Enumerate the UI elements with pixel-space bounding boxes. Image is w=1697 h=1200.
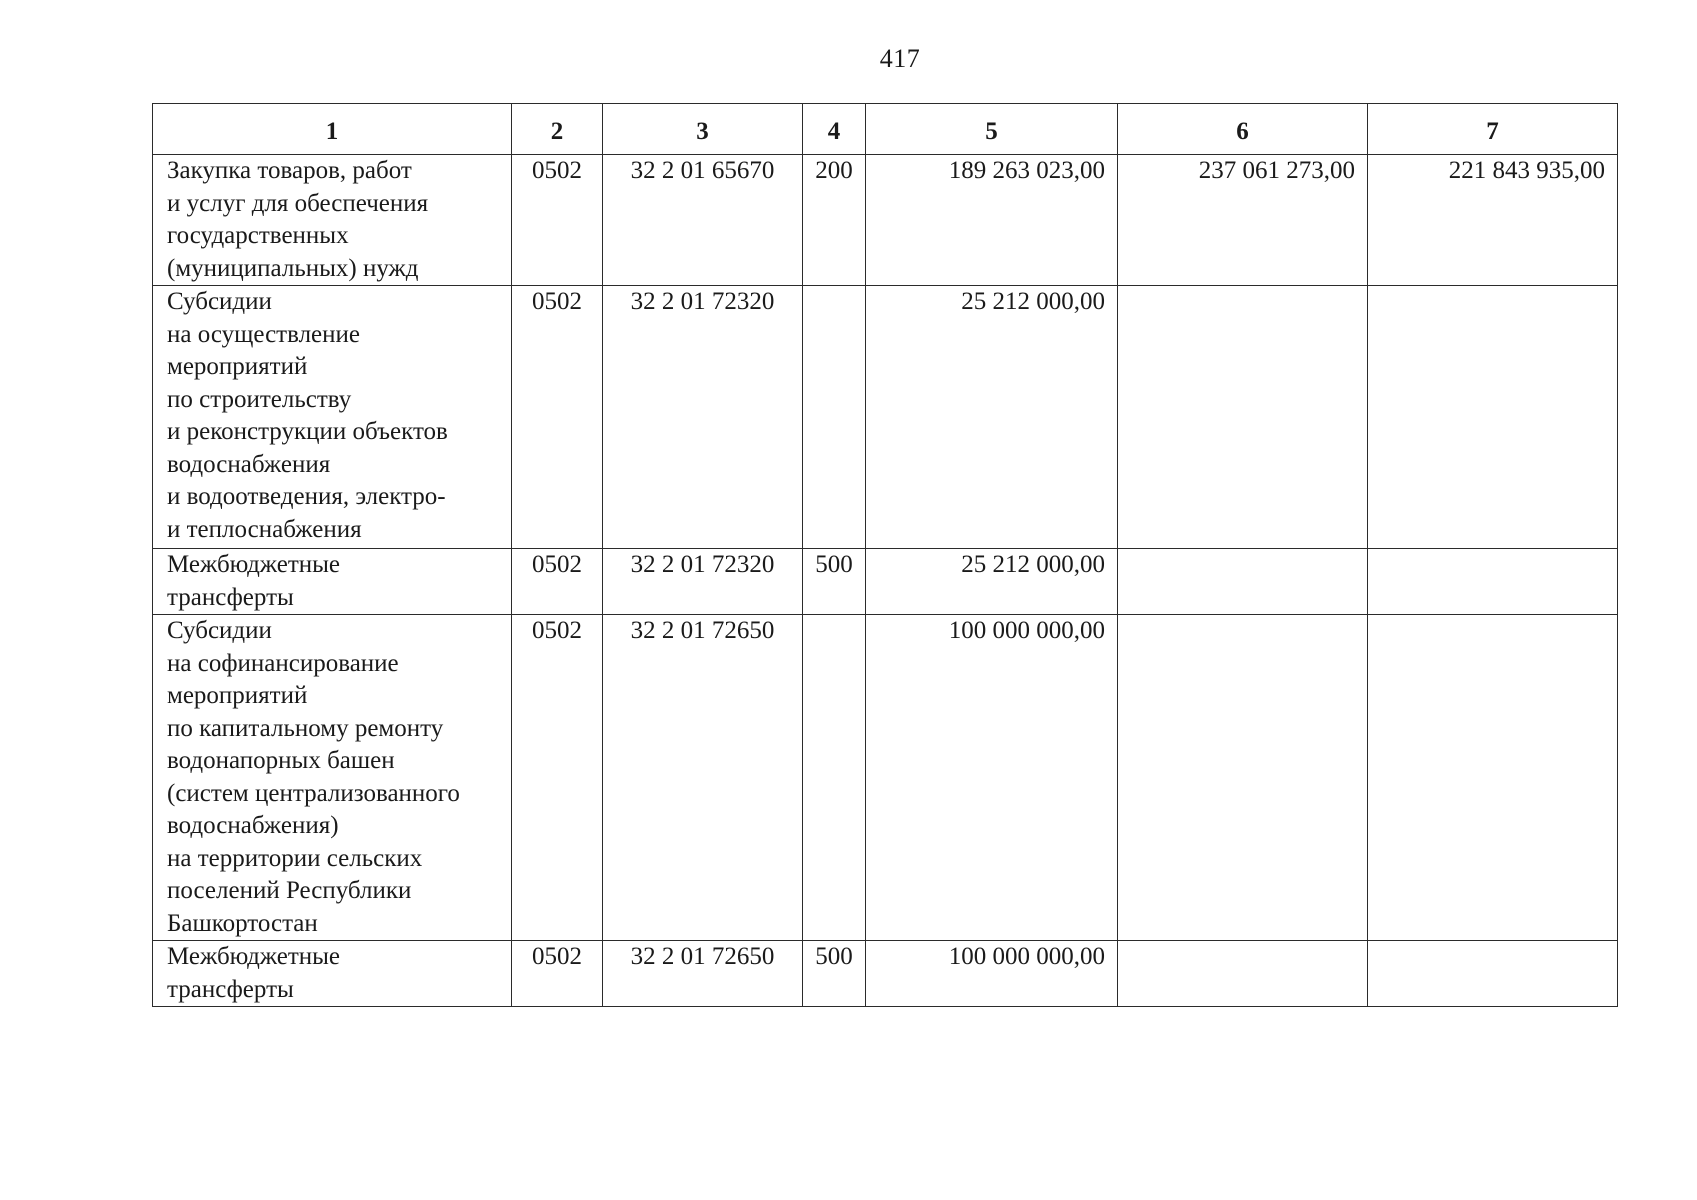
amount-col6-cell bbox=[1118, 549, 1368, 615]
row-name-cell bbox=[153, 549, 512, 615]
name-line: водонапорных башен bbox=[167, 747, 395, 774]
column-header-6: 6 bbox=[1118, 104, 1368, 155]
row-name-cell bbox=[153, 155, 512, 286]
section-code-cell: 0502 bbox=[512, 615, 603, 941]
target-code-cell: 32 2 01 72320 bbox=[603, 549, 803, 615]
name-line: и теплоснабжения bbox=[167, 515, 362, 543]
section-code-cell: 0502 bbox=[512, 155, 603, 286]
expense-type-cell: 500 bbox=[803, 549, 866, 615]
target-code-cell: 32 2 01 65670 bbox=[603, 155, 803, 286]
name-line: и услуг для обеспечения bbox=[167, 189, 429, 217]
column-header-2: 2 bbox=[512, 104, 603, 155]
amount-col7-cell bbox=[1368, 286, 1618, 549]
name-line: Субсидии bbox=[167, 288, 272, 315]
name-line: (систем централизованного bbox=[167, 779, 460, 807]
row-name-cell bbox=[153, 941, 512, 1007]
name-line: Субсидии bbox=[167, 617, 272, 644]
name-line: трансферты bbox=[167, 975, 294, 1003]
budget-table bbox=[152, 103, 1618, 1007]
name-line: на территории сельских bbox=[167, 844, 423, 872]
name-line: Межбюджетные bbox=[167, 551, 341, 578]
column-header-1: 1 bbox=[153, 104, 512, 155]
amount-col5-cell: 100 000 000,00 bbox=[866, 941, 1118, 1007]
budget-table-container bbox=[152, 103, 1617, 1007]
name-line: мероприятий bbox=[167, 353, 308, 380]
amount-col5-cell: 25 212 000,00 bbox=[866, 549, 1118, 615]
amount-col7-cell bbox=[1368, 615, 1618, 941]
amount-col5-cell: 100 000 000,00 bbox=[866, 615, 1118, 941]
name-line: Закупка товаров, работ bbox=[167, 157, 412, 184]
amount-col7-cell bbox=[1368, 941, 1618, 1007]
amount-col5-cell: 189 263 023,00 bbox=[866, 155, 1118, 286]
amount-col6-cell bbox=[1118, 941, 1368, 1007]
amount-col6-cell bbox=[1118, 615, 1368, 941]
amount-col6-cell: 237 061 273,00 bbox=[1118, 155, 1368, 286]
row-name-cell bbox=[153, 286, 512, 549]
column-header-7: 7 bbox=[1368, 104, 1618, 155]
name-line: водоснабжения bbox=[167, 450, 331, 478]
name-line: и реконструкции объектов bbox=[167, 418, 448, 445]
table-header bbox=[153, 104, 1618, 155]
table-body bbox=[153, 155, 1618, 1007]
section-code-cell: 0502 bbox=[512, 286, 603, 549]
target-code-cell: 32 2 01 72650 bbox=[603, 941, 803, 1007]
table-row bbox=[153, 155, 1618, 286]
amount-col7-cell: 221 843 935,00 bbox=[1368, 155, 1618, 286]
name-line: Межбюджетные bbox=[167, 943, 341, 970]
page-number: 417 bbox=[879, 44, 921, 73]
name-line: и водоотведения, электро- bbox=[167, 483, 446, 510]
name-line: по капитальному ремонту bbox=[167, 714, 444, 742]
expense-type-cell: 500 bbox=[803, 941, 866, 1007]
amount-col6-cell bbox=[1118, 286, 1368, 549]
table-row bbox=[153, 615, 1618, 941]
row-name-cell bbox=[153, 615, 512, 941]
column-header-4: 4 bbox=[803, 104, 866, 155]
name-line: государственных bbox=[167, 222, 349, 249]
name-line: поселений Республики bbox=[167, 877, 412, 904]
section-code-cell: 0502 bbox=[512, 549, 603, 615]
expense-type-cell: 200 bbox=[803, 155, 866, 286]
name-line: Башкортостан bbox=[167, 909, 318, 937]
name-line: по строительству bbox=[167, 385, 352, 413]
header-row bbox=[153, 104, 1618, 155]
column-header-3: 3 bbox=[603, 104, 803, 155]
table-row bbox=[153, 286, 1618, 549]
name-line: водоснабжения) bbox=[167, 812, 339, 839]
target-code-cell: 32 2 01 72650 bbox=[603, 615, 803, 941]
expense-type-cell bbox=[803, 615, 866, 941]
expense-type-cell bbox=[803, 286, 866, 549]
name-line: трансферты bbox=[167, 583, 294, 611]
table-row bbox=[153, 941, 1618, 1007]
table-row bbox=[153, 549, 1618, 615]
section-code-cell: 0502 bbox=[512, 941, 603, 1007]
name-line: мероприятий bbox=[167, 682, 308, 709]
name-line: на осуществление bbox=[167, 320, 361, 348]
amount-col5-cell: 25 212 000,00 bbox=[866, 286, 1118, 549]
target-code-cell: 32 2 01 72320 bbox=[603, 286, 803, 549]
name-line: на софинансирование bbox=[167, 649, 399, 677]
name-line: (муниципальных) нужд bbox=[167, 254, 419, 282]
amount-col7-cell bbox=[1368, 549, 1618, 615]
column-header-5: 5 bbox=[866, 104, 1118, 155]
